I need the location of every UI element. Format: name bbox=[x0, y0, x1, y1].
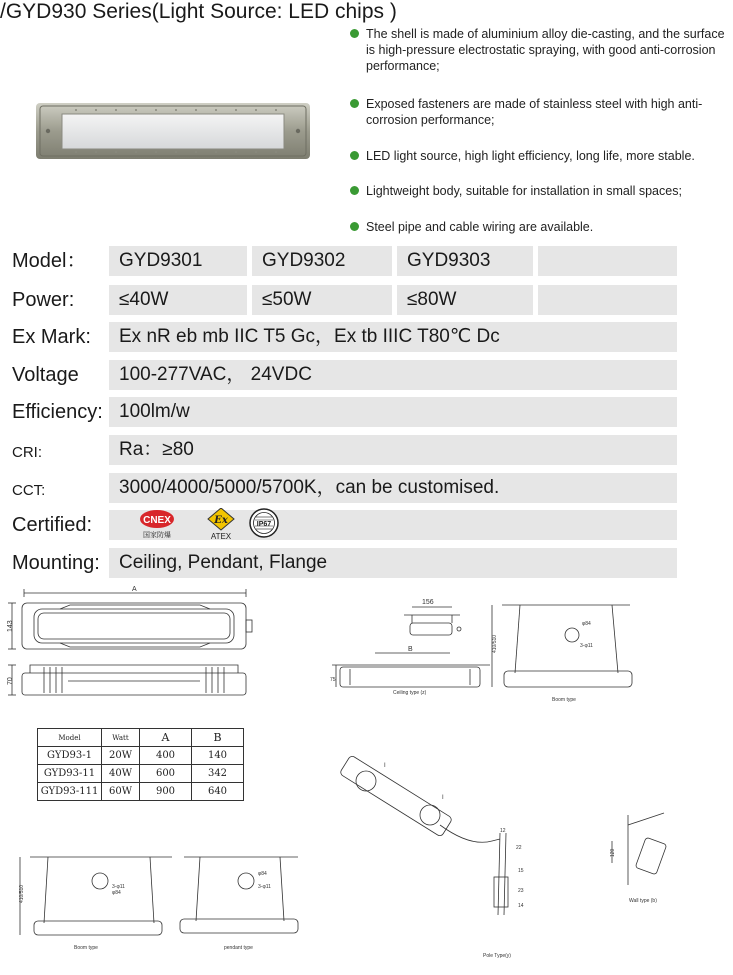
table-cell: 40W bbox=[102, 765, 140, 783]
dim-label-phi84-pendant: φ84 bbox=[258, 871, 267, 877]
callout-i-2: I bbox=[442, 795, 444, 801]
table-cell: 400 bbox=[140, 747, 192, 765]
svg-text:Ex: Ex bbox=[214, 515, 228, 526]
spec-label: Voltage bbox=[12, 364, 79, 386]
bullet-icon bbox=[350, 151, 359, 160]
spec-value: Ra：≥80 bbox=[109, 435, 677, 465]
spec-label: CRI: bbox=[12, 444, 42, 461]
certification-badges bbox=[140, 508, 280, 542]
caption-pendant-type: pendant type bbox=[224, 945, 253, 951]
caption-pole-type: Pole Type(y) bbox=[483, 953, 511, 959]
spec-row-voltage bbox=[12, 360, 677, 390]
spec-value: 3000/4000/5000/5700K，can be customised. bbox=[109, 473, 677, 503]
table-row bbox=[38, 747, 244, 765]
callout-14: 14 bbox=[518, 903, 524, 909]
feature-item: LED light source, high light efficiency, long life, more stable. bbox=[350, 148, 695, 164]
dim-label-75: 75 bbox=[330, 677, 336, 683]
table-row bbox=[38, 783, 244, 801]
callout-15: 15 bbox=[518, 868, 524, 874]
callout-i: I bbox=[384, 763, 386, 769]
dim-label-3phi11-bottom: 3-φ11 bbox=[112, 884, 125, 890]
dim-label-phi84-bottom: φ84 bbox=[112, 890, 121, 896]
callout-12: 12 bbox=[500, 828, 506, 834]
caption-wall-type: Wall type (b) bbox=[629, 898, 657, 904]
spec-label: Power: bbox=[12, 289, 75, 311]
spec-row-ex-mark bbox=[12, 322, 677, 352]
spec-label: Ex Mark: bbox=[12, 326, 91, 348]
table-cell: 20W bbox=[102, 747, 140, 765]
cnex-logo bbox=[140, 510, 174, 539]
callout-22: 22 bbox=[516, 845, 522, 851]
feature-item: Exposed fasteners are made of stainless steel with high anti-corrosion performance; bbox=[350, 96, 725, 128]
page-title: /GYD930 Series(Light Source: LED chips ) bbox=[0, 0, 397, 23]
table-cell: GYD93-1 bbox=[38, 747, 102, 765]
spec-value: GYD9303 bbox=[397, 246, 533, 276]
spec-row-power bbox=[12, 285, 677, 315]
drawing-boom-bottom bbox=[20, 857, 172, 935]
spec-label: Efficiency: bbox=[12, 401, 103, 423]
dim-label-b: B bbox=[408, 646, 413, 653]
dim-label-156: 156 bbox=[422, 599, 434, 606]
spec-value: GYD9301 bbox=[109, 246, 247, 276]
drawing-top-view bbox=[8, 589, 252, 649]
dim-label-410-510-bottom: 410/510 bbox=[19, 884, 25, 903]
dim-label-143: 143 bbox=[7, 620, 14, 632]
spec-value: GYD9302 bbox=[252, 246, 392, 276]
feature-item: Lightweight body, suitable for installation in small spaces; bbox=[350, 183, 682, 199]
table-cell: GYD93-11 bbox=[38, 765, 102, 783]
spec-value: ≤40W bbox=[109, 285, 247, 315]
spec-value-empty bbox=[538, 246, 677, 276]
drawing-side-view bbox=[8, 665, 246, 695]
spec-label: CCT: bbox=[12, 482, 46, 499]
svg-text:CNEX: CNEX bbox=[143, 515, 171, 526]
product-photo bbox=[36, 103, 310, 159]
callout-23: 23 bbox=[518, 888, 524, 894]
table-row bbox=[38, 765, 244, 783]
bullet-icon bbox=[350, 186, 359, 195]
spec-value: Ceiling, Pendant, Flange bbox=[109, 548, 677, 578]
atex-logo bbox=[208, 508, 234, 541]
dim-label-410-510: 410/510 bbox=[492, 634, 498, 653]
spec-label: Certified: bbox=[12, 514, 93, 536]
bullet-icon bbox=[350, 29, 359, 38]
spec-row-cct bbox=[12, 473, 677, 503]
svg-text:IP67: IP67 bbox=[256, 521, 272, 528]
dimension-table bbox=[37, 728, 244, 801]
bullet-icon bbox=[350, 222, 359, 231]
table-cell: GYD93-111 bbox=[38, 783, 102, 801]
table-header: Model bbox=[38, 729, 102, 747]
spec-value: ≤80W bbox=[397, 285, 533, 315]
bullet-icon bbox=[350, 99, 359, 108]
drawing-ceiling-type bbox=[332, 653, 490, 687]
dim-label-a: A bbox=[132, 586, 137, 593]
caption-ceiling-type: Ceiling type (z) bbox=[393, 690, 427, 696]
feature-item: The shell is made of aluminium alloy die-casting, and the surface is high-pressure electrostatic spraying, with good anti-corrosion performance; bbox=[350, 26, 725, 74]
spec-row-efficiency bbox=[12, 397, 677, 427]
table-header: A bbox=[140, 729, 192, 747]
table-header: B bbox=[192, 729, 244, 747]
table-cell: 140 bbox=[192, 747, 244, 765]
dim-label-70: 70 bbox=[7, 677, 14, 685]
feature-item: Steel pipe and cable wiring are available. bbox=[350, 219, 593, 235]
drawing-wall-type bbox=[612, 813, 667, 885]
svg-text:ATEX: ATEX bbox=[210, 532, 232, 541]
spec-value-empty bbox=[538, 285, 677, 315]
table-header: Watt bbox=[102, 729, 140, 747]
ip67-badge bbox=[250, 509, 278, 537]
drawing-ceiling-small bbox=[404, 607, 461, 635]
spec-value: 100lm/w bbox=[109, 397, 677, 427]
caption-boom-type-2: Boom type bbox=[74, 945, 98, 951]
drawing-pole-type bbox=[339, 755, 508, 915]
spec-value: Ex nR eb mb IIC T5 Gc，Ex tb IIIC T80℃ Dc bbox=[109, 322, 677, 352]
dim-label-3phi11-pendant: 3-φ11 bbox=[258, 884, 271, 890]
spec-value: ≤50W bbox=[252, 285, 392, 315]
spec-row-cri bbox=[12, 435, 677, 465]
table-cell: 342 bbox=[192, 765, 244, 783]
table-cell: 640 bbox=[192, 783, 244, 801]
dim-label-3phi11: 3-φ11 bbox=[580, 643, 593, 649]
svg-text:国家防爆: 国家防爆 bbox=[143, 531, 171, 539]
table-cell: 900 bbox=[140, 783, 192, 801]
table-cell: 60W bbox=[102, 783, 140, 801]
dim-label-120: 120 bbox=[610, 848, 616, 857]
spec-row-certified bbox=[12, 510, 677, 540]
spec-value: 100-277VAC， 24VDC bbox=[109, 360, 677, 390]
caption-boom-type: Boom type bbox=[552, 697, 576, 703]
table-header-row bbox=[38, 729, 244, 747]
table-cell: 600 bbox=[140, 765, 192, 783]
spec-row-model bbox=[12, 246, 677, 276]
spec-row-mounting bbox=[12, 548, 677, 578]
dim-label-phi84: φ84 bbox=[582, 621, 591, 627]
spec-label: Mounting: bbox=[12, 552, 100, 574]
spec-label: Model： bbox=[12, 250, 87, 272]
drawing-boom-top bbox=[492, 605, 632, 687]
drawing-pendant-type bbox=[180, 857, 298, 933]
